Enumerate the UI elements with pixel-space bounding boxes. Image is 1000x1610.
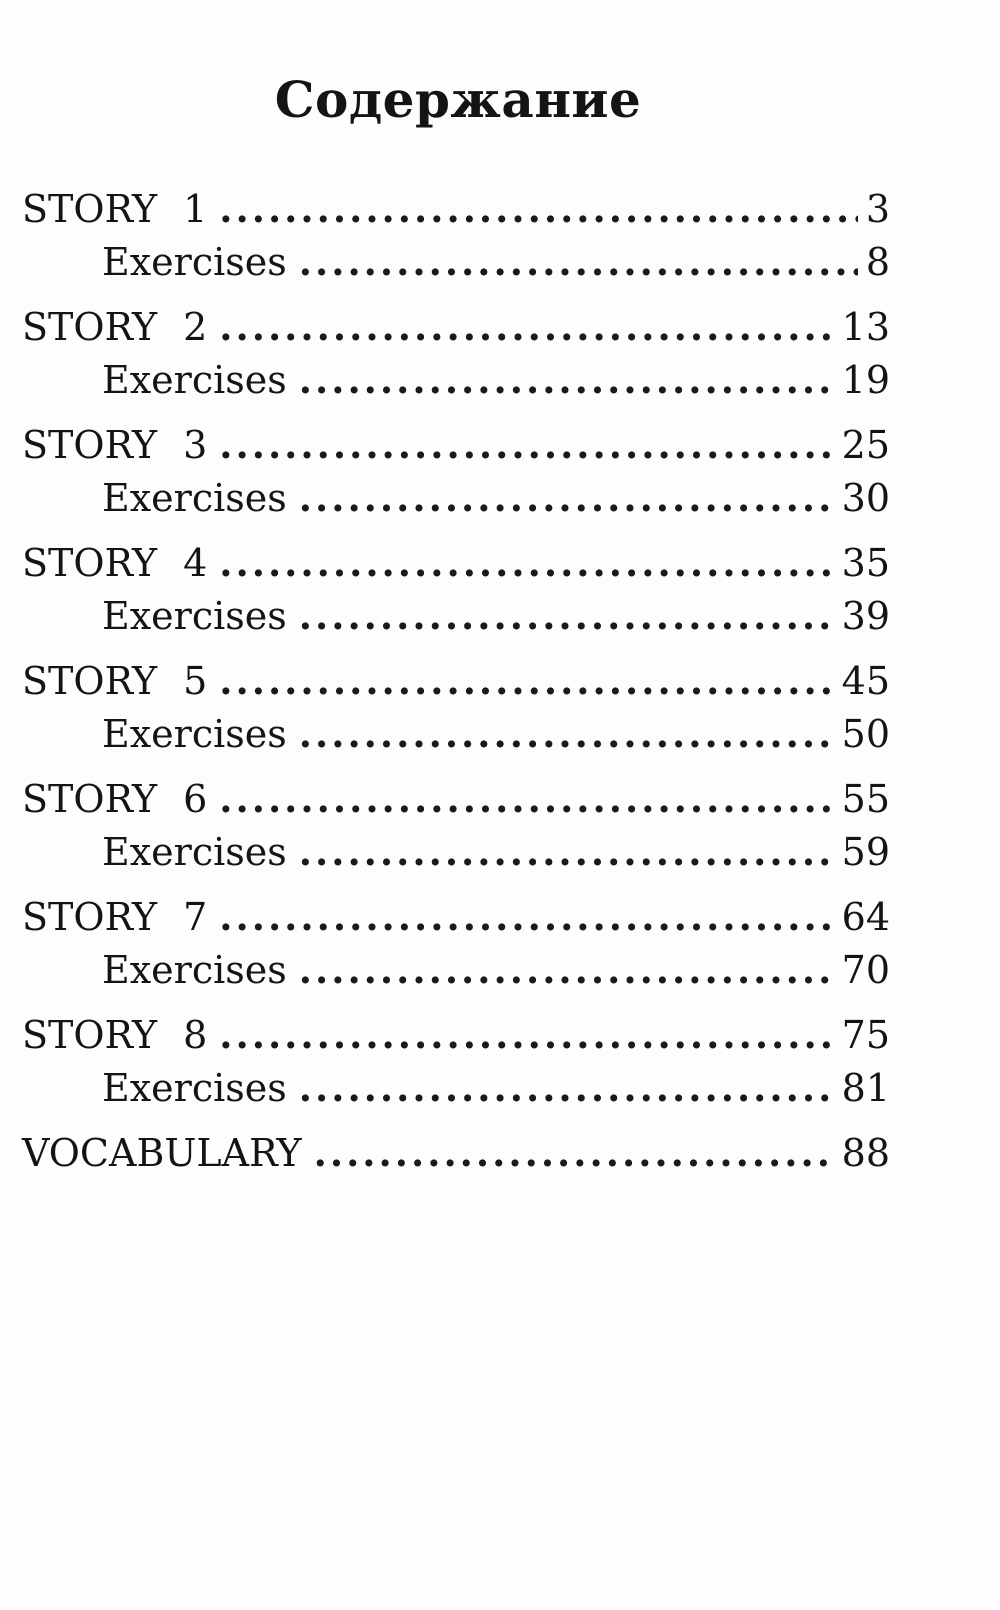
toc-entry-story-5[interactable] <box>22 654 890 708</box>
page-number: 30 <box>841 476 890 520</box>
entry-label: Exercises <box>102 476 287 520</box>
dot-leader <box>299 471 834 525</box>
page-title: Содержание <box>274 70 642 129</box>
dot-leader <box>299 589 834 643</box>
dot-leader <box>219 300 833 354</box>
toc-entry-exercises-2[interactable] <box>102 353 890 407</box>
page-number: 35 <box>841 541 890 585</box>
dot-leader <box>299 825 834 879</box>
toc-entry-story-8[interactable] <box>22 1008 890 1062</box>
entry-label: STORY <box>22 895 158 939</box>
toc-entry-exercises-1[interactable] <box>102 235 890 289</box>
entry-number: 5 <box>183 659 208 703</box>
dot-leader <box>219 182 858 236</box>
dot-leader <box>219 772 833 826</box>
dot-leader <box>299 235 858 289</box>
entry-label: STORY <box>22 659 158 703</box>
entry-label: STORY <box>22 305 158 349</box>
toc-entry-story-4[interactable] <box>22 536 890 590</box>
entry-label: Exercises <box>102 358 287 402</box>
entry-number: 1 <box>183 187 208 231</box>
entry-number: 4 <box>183 541 208 585</box>
dot-leader <box>219 418 833 472</box>
page-number: 45 <box>841 659 890 703</box>
page-number: 50 <box>841 712 890 756</box>
entry-number: 3 <box>183 423 208 467</box>
page-number: 55 <box>841 777 890 821</box>
entry-label: STORY <box>22 187 158 231</box>
entry-label: VOCABULARY <box>22 1131 302 1175</box>
toc-entry-vocabulary[interactable] <box>22 1126 890 1180</box>
dot-leader <box>299 1061 834 1115</box>
toc-entry-exercises-8[interactable] <box>102 1061 890 1115</box>
page-number: 8 <box>865 240 890 284</box>
entry-label: STORY <box>22 541 158 585</box>
entry-label: Exercises <box>102 240 287 284</box>
toc-entry-story-2[interactable] <box>22 300 890 354</box>
dot-leader <box>299 353 834 407</box>
page-number: 25 <box>841 423 890 467</box>
page-number: 3 <box>865 187 890 231</box>
entry-label: Exercises <box>102 594 287 638</box>
entry-number: 8 <box>183 1013 208 1057</box>
entry-label: Exercises <box>102 1066 287 1110</box>
entry-label: Exercises <box>102 712 287 756</box>
dot-leader <box>219 536 833 590</box>
dot-leader <box>219 1008 833 1062</box>
dot-leader <box>299 943 834 997</box>
dot-leader <box>219 654 833 708</box>
toc-entry-exercises-6[interactable] <box>102 825 890 879</box>
dot-leader <box>219 890 833 944</box>
toc-entry-story-6[interactable] <box>22 772 890 826</box>
page-number: 75 <box>841 1013 890 1057</box>
page-number: 13 <box>841 305 890 349</box>
entry-label: Exercises <box>102 948 287 992</box>
entry-number: 6 <box>183 777 208 821</box>
page-number: 19 <box>841 358 890 402</box>
entry-label: STORY <box>22 777 158 821</box>
toc-entry-exercises-5[interactable] <box>102 707 890 761</box>
entry-label: STORY <box>22 423 158 467</box>
page-number: 39 <box>841 594 890 638</box>
toc-entry-story-7[interactable] <box>22 890 890 944</box>
entry-label: Exercises <box>102 830 287 874</box>
entry-number: 2 <box>183 305 208 349</box>
toc-entry-story-3[interactable] <box>22 418 890 472</box>
toc-entry-exercises-4[interactable] <box>102 589 890 643</box>
toc-entry-exercises-3[interactable] <box>102 471 890 525</box>
page-number: 64 <box>841 895 890 939</box>
entry-number: 7 <box>183 895 208 939</box>
toc-entry-story-1[interactable] <box>22 182 890 236</box>
page-number: 59 <box>841 830 890 874</box>
dot-leader <box>299 707 834 761</box>
page-number: 88 <box>841 1131 890 1175</box>
toc-entry-exercises-7[interactable] <box>102 943 890 997</box>
dot-leader <box>314 1126 834 1180</box>
page-number: 81 <box>841 1066 890 1110</box>
page-number: 70 <box>841 948 890 992</box>
entry-label: STORY <box>22 1013 158 1057</box>
